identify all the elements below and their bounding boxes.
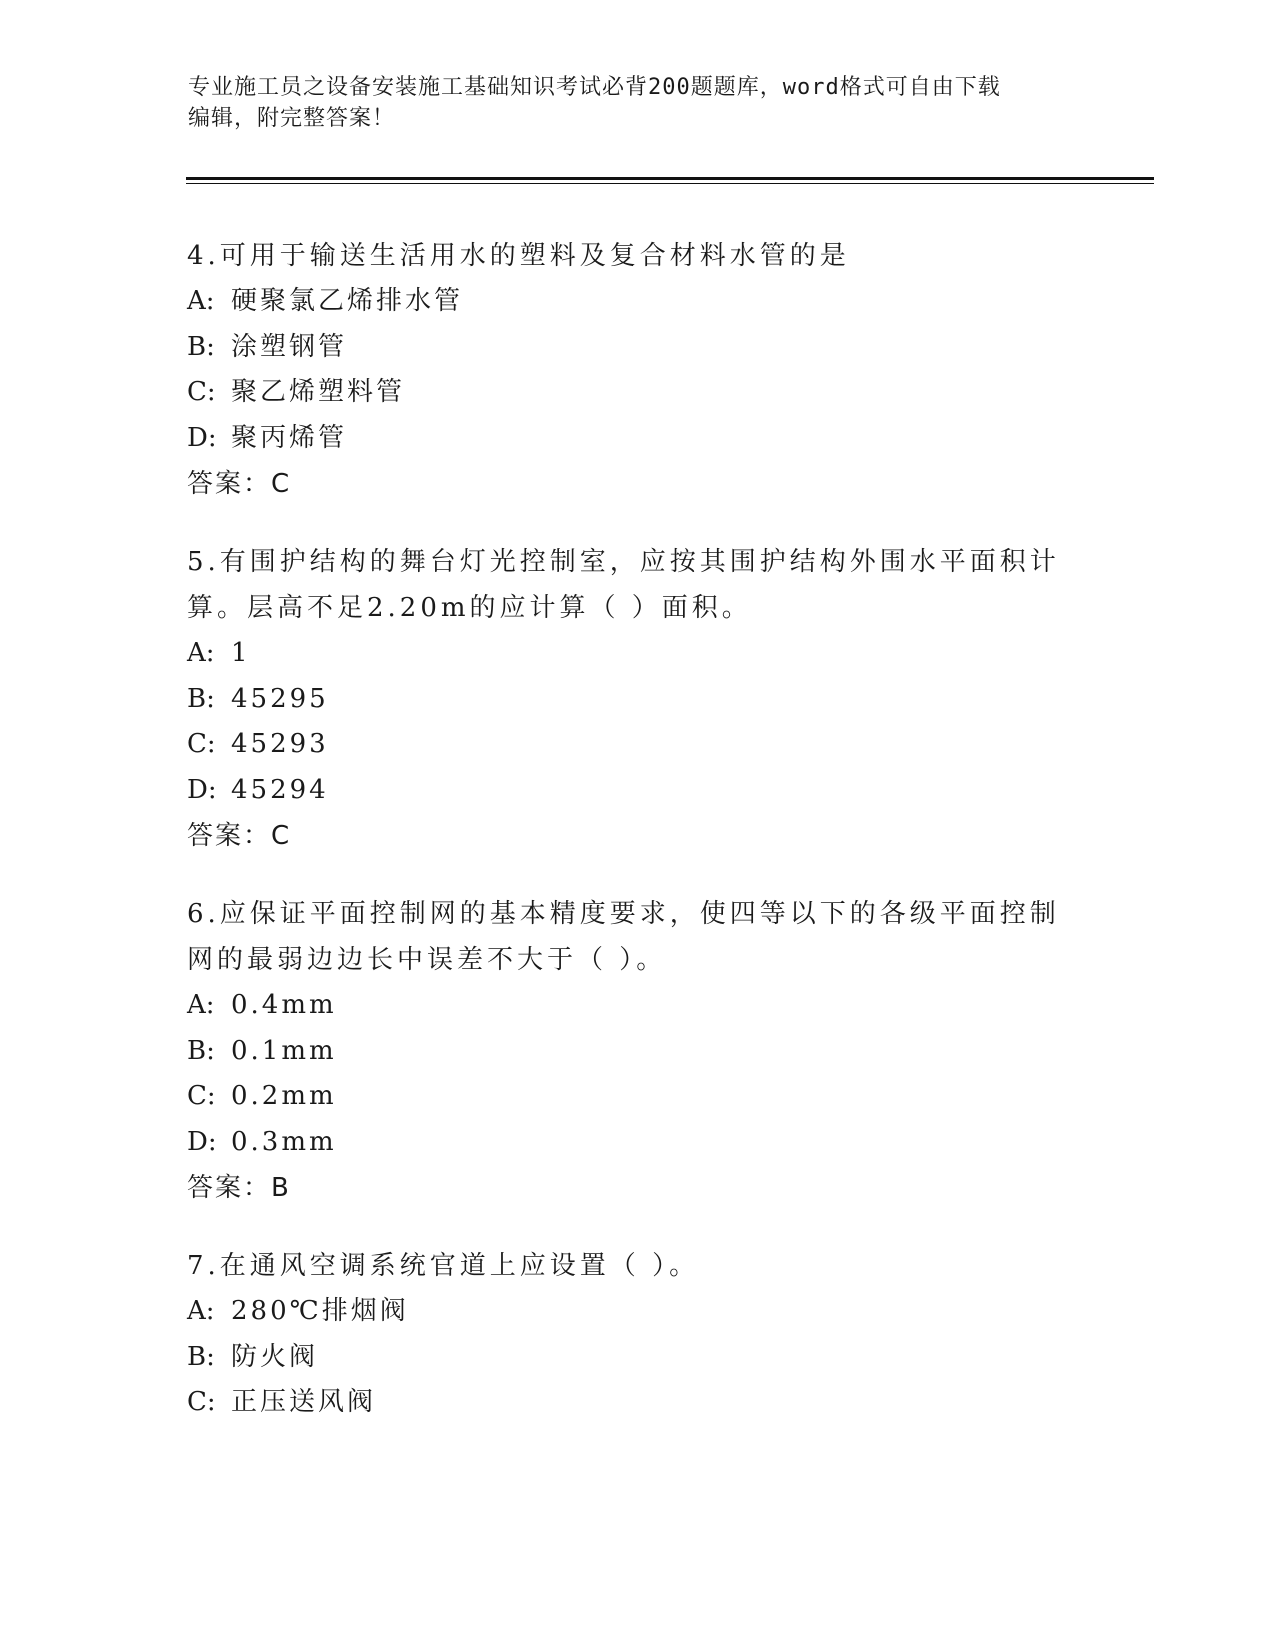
question-stem: 6.应保证平面控制网的基本精度要求，使四等以下的各级平面控制网的最弱边边长中误差不大于（ ）。 (187, 899, 1060, 975)
option-a (187, 631, 1087, 677)
header-title-line-1: 专业施工员之设备安装施工基础知识考试必背200题题库，word格式可自由下载 (188, 75, 1001, 100)
question-stem: 5.有围护结构的舞台灯光控制室，应按其围护结构外围水平面积计算。层高不足2.20m的应计算（ ）面积。 (187, 547, 1060, 623)
question-4 (187, 233, 1087, 507)
option-text: 0.4mm (231, 990, 337, 1020)
option-letter: B: (187, 331, 215, 362)
option-text: 45294 (231, 774, 329, 805)
option-letter: C: (187, 1387, 216, 1417)
option-a (187, 279, 1087, 325)
option-d (187, 1120, 1087, 1166)
option-b (187, 325, 1087, 371)
answer-line: 答案：B (187, 1173, 291, 1203)
option-letter: A: (187, 286, 215, 316)
question-5 (187, 539, 1087, 859)
question-list (187, 233, 1087, 1458)
option-letter: A: (187, 1296, 215, 1326)
option-text: 0.3mm (231, 1126, 337, 1157)
option-text: 45293 (231, 729, 329, 759)
option-c (187, 370, 1087, 416)
option-b (187, 677, 1087, 723)
option-text: 0.1mm (231, 1035, 337, 1066)
option-c (187, 1074, 1087, 1120)
option-letter: D: (187, 1126, 217, 1157)
option-letter: B: (187, 683, 215, 714)
option-letter: C: (187, 377, 216, 407)
question-stem: 4.可用于输送生活用水的塑料及复合材料水管的是 (187, 241, 850, 271)
question-stem: 7.在通风空调系统官道上应设置（ ）。 (187, 1251, 700, 1281)
option-text: 聚丙烯管 (231, 422, 348, 453)
option-b (187, 1335, 1087, 1381)
option-b (187, 1029, 1087, 1075)
header-divider-thin (186, 183, 1154, 184)
option-d (187, 768, 1087, 814)
option-text: 硬聚氯乙烯排水管 (231, 286, 464, 316)
option-letter: D: (187, 774, 217, 805)
answer-line: 答案：C (187, 821, 292, 851)
option-text: 1 (231, 638, 251, 668)
option-text: 0.2mm (231, 1081, 337, 1111)
option-c (187, 1380, 1087, 1426)
option-text: 正压送风阀 (231, 1387, 377, 1417)
header-title-line-2: 编辑，附完整答案！ (188, 106, 396, 131)
question-7 (187, 1243, 1087, 1426)
option-letter: C: (187, 1081, 216, 1111)
option-text: 45295 (231, 683, 329, 714)
option-text: 防火阀 (231, 1341, 319, 1372)
question-6 (187, 891, 1087, 1211)
option-letter: B: (187, 1035, 215, 1066)
header-divider-thick (186, 177, 1154, 180)
option-text: 280℃排烟阀 (231, 1296, 409, 1326)
option-a (187, 1289, 1087, 1335)
document-header (188, 72, 1068, 134)
option-letter: A: (187, 990, 215, 1020)
option-text: 聚乙烯塑料管 (231, 377, 406, 407)
option-letter: C: (187, 729, 216, 759)
answer-line: 答案：C (187, 469, 292, 499)
option-letter: A: (187, 638, 215, 668)
option-text: 涂塑钢管 (231, 331, 348, 362)
option-d (187, 416, 1087, 462)
option-letter: B: (187, 1341, 215, 1372)
option-letter: D: (187, 422, 217, 453)
option-a (187, 983, 1087, 1029)
option-c (187, 722, 1087, 768)
